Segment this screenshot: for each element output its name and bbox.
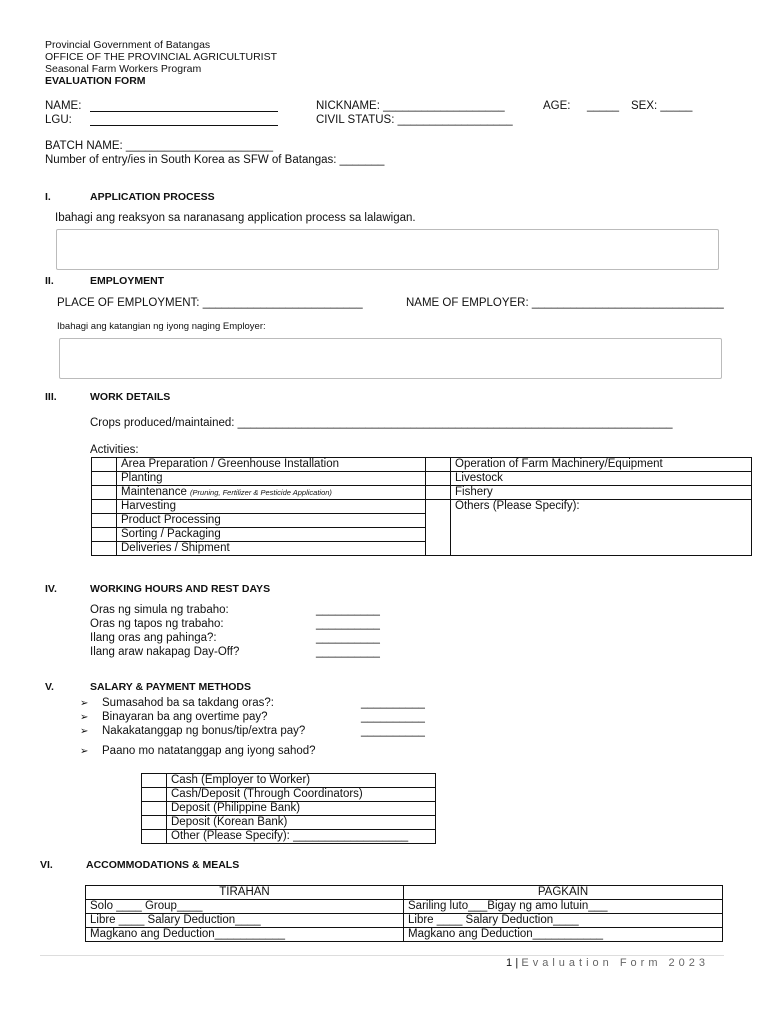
section-6-title: ACCOMMODATIONS & MEALS	[86, 859, 240, 871]
form-title: EVALUATION FORM	[45, 75, 146, 87]
payment-method-row	[142, 788, 436, 802]
accommodations-table	[85, 885, 723, 942]
section-1-prompt: Ibahagi ang reaksyon sa naranasang application process sa lalawigan.	[55, 212, 416, 224]
activity-row	[92, 458, 752, 472]
activity-label: Livestock	[451, 472, 752, 486]
accommodation-row	[86, 928, 723, 942]
program-name: Seasonal Farm Workers Program	[45, 63, 202, 75]
section-4-number: IV.	[45, 583, 57, 595]
activity-checkbox[interactable]	[92, 500, 117, 514]
activity-label-text: Harvesting	[121, 500, 176, 512]
section-4-title: WORKING HOURS AND REST DAYS	[90, 583, 271, 595]
activity-label-text: Maintenance	[121, 486, 191, 498]
footer-text: Evaluation Form 2023	[521, 957, 710, 969]
org-name: Provincial Government of Batangas	[45, 39, 211, 51]
name-label: NAME:	[45, 100, 82, 112]
activity-label: Fishery	[451, 486, 752, 500]
payment-method-checkbox[interactable]	[142, 802, 167, 816]
pagkain-header: PAGKAIN	[404, 886, 723, 900]
section-3-number: III.	[45, 391, 57, 403]
payment-methods-table	[141, 773, 436, 844]
payment-question: Paano mo natatanggap ang iyong sahod?	[102, 745, 316, 757]
activity-label-text: Sorting / Packaging	[121, 528, 221, 540]
footer-divider	[40, 955, 724, 956]
section-5-number: V.	[45, 681, 54, 693]
section-6-number: VI.	[40, 859, 53, 871]
activity-row	[92, 472, 752, 486]
payment-method-label: Cash/Deposit (Through Coordinators)	[167, 788, 436, 802]
working-hours-label: Oras ng tapos ng trabaho:	[90, 618, 224, 630]
payment-method-checkbox[interactable]	[142, 774, 167, 788]
activity-others-field[interactable]: Others (Please Specify):	[451, 500, 752, 556]
salary-question: Nakakatanggap ng bonus/tip/extra pay?	[102, 725, 306, 737]
activity-label	[117, 528, 426, 542]
section-5-title: SALARY & PAYMENT METHODS	[90, 681, 252, 693]
activity-checkbox[interactable]	[92, 542, 117, 556]
payment-method-label: Other (Please Specify): __________________	[167, 830, 436, 844]
activity-checkbox[interactable]	[92, 514, 117, 528]
salary-answer-field[interactable]: __________	[361, 725, 425, 737]
age-label: AGE:	[543, 100, 571, 112]
working-hours-field[interactable]: __________	[316, 604, 380, 616]
lgu-field[interactable]	[90, 125, 278, 126]
working-hours-label: Oras ng simula ng trabaho:	[90, 604, 229, 616]
nickname-field[interactable]: NICKNAME: ___________________	[316, 100, 505, 112]
pagkain-cell[interactable]: Magkano ang Deduction___________	[404, 928, 723, 942]
activity-label	[117, 542, 426, 556]
bullet-arrow-icon: ➢	[80, 746, 89, 757]
activity-checkbox[interactable]	[92, 528, 117, 542]
application-process-textbox[interactable]	[56, 229, 719, 270]
activity-row	[92, 486, 752, 500]
activity-row	[92, 500, 752, 514]
working-hours-field[interactable]: __________	[316, 632, 380, 644]
activities-table	[91, 457, 752, 556]
civil-status-field[interactable]: CIVIL STATUS: __________________	[316, 114, 513, 126]
tirahan-cell[interactable]: Magkano ang Deduction___________	[86, 928, 404, 942]
name-field[interactable]	[90, 111, 278, 112]
section-1-title: APPLICATION PROCESS	[90, 191, 215, 203]
employer-description-textbox[interactable]	[59, 338, 722, 379]
activity-checkbox[interactable]	[426, 472, 451, 486]
activity-checkbox[interactable]	[426, 458, 451, 472]
activities-label: Activities:	[90, 444, 139, 456]
pagkain-cell[interactable]: Sariling luto___Bigay ng amo lutuin___	[404, 900, 723, 914]
page-number: 1	[506, 957, 513, 969]
salary-answer-field[interactable]: __________	[361, 711, 425, 723]
activity-label	[117, 486, 426, 500]
activity-label	[117, 500, 426, 514]
activity-checkbox[interactable]	[426, 486, 451, 500]
activity-label: Operation of Farm Machinery/Equipment	[451, 458, 752, 472]
working-hours-field[interactable]: __________	[316, 646, 380, 658]
payment-method-row	[142, 774, 436, 788]
activity-checkbox[interactable]	[92, 472, 117, 486]
salary-answer-field[interactable]: __________	[361, 697, 425, 709]
lgu-label: LGU:	[45, 114, 72, 126]
section-2-title: EMPLOYMENT	[90, 275, 165, 287]
payment-method-checkbox[interactable]	[142, 788, 167, 802]
batch-name-field[interactable]: BATCH NAME: _______________________	[45, 140, 274, 152]
payment-method-row	[142, 802, 436, 816]
salary-question: Sumasahod ba sa takdang oras?:	[102, 697, 274, 709]
bullet-arrow-icon: ➢	[80, 698, 89, 709]
payment-method-label: Deposit (Philippine Bank)	[167, 802, 436, 816]
section-2-prompt: Ibahagi ang katangian ng iyong naging Employer:	[57, 321, 266, 332]
activity-checkbox[interactable]	[92, 486, 117, 500]
activity-label	[117, 458, 426, 472]
place-of-employment-field[interactable]: PLACE OF EMPLOYMENT: _________________________	[57, 297, 363, 309]
pagkain-cell[interactable]: Libre ____ Salary Deduction____	[404, 914, 723, 928]
payment-method-checkbox[interactable]	[142, 830, 167, 844]
activity-label-text: Product Processing	[121, 514, 221, 526]
activity-label-text: Area Preparation / Greenhouse Installation	[121, 458, 339, 470]
section-3-title: WORK DETAILS	[90, 391, 171, 403]
sex-field[interactable]: SEX: _____	[631, 100, 693, 112]
payment-method-label: Deposit (Korean Bank)	[167, 816, 436, 830]
payment-method-checkbox[interactable]	[142, 816, 167, 830]
payment-method-row	[142, 830, 436, 844]
activity-checkbox[interactable]	[426, 500, 451, 556]
activity-label-text: Deliveries / Shipment	[121, 542, 230, 554]
activity-label	[117, 472, 426, 486]
payment-method-row	[142, 816, 436, 830]
tirahan-header: TIRAHAN	[86, 886, 404, 900]
section-1-number: I.	[45, 191, 51, 203]
activity-label	[117, 514, 426, 528]
page-footer	[506, 957, 709, 969]
working-hours-field[interactable]: __________	[316, 618, 380, 630]
working-hours-label: Ilang oras ang pahinga?:	[90, 632, 217, 644]
tirahan-cell[interactable]: Solo ____ Group____	[86, 900, 404, 914]
activity-note: (Pruning, Fertilizer & Pesticide Application)	[190, 488, 332, 497]
accommodation-row	[86, 914, 723, 928]
salary-question: Binayaran ba ang overtime pay?	[102, 711, 268, 723]
entries-field[interactable]: Number of entry/ies in South Korea as SFW of Batangas: _______	[45, 154, 385, 166]
activity-label-text: Planting	[121, 472, 163, 484]
section-2-number: II.	[45, 275, 54, 287]
bullet-arrow-icon: ➢	[80, 726, 89, 737]
office-name: OFFICE OF THE PROVINCIAL AGRICULTURIST	[45, 51, 277, 63]
working-hours-label: Ilang araw nakapag Day-Off?	[90, 646, 240, 658]
accommodation-row	[86, 900, 723, 914]
footer-separator: |	[515, 957, 519, 969]
tirahan-cell[interactable]: Libre ____ Salary Deduction____	[86, 914, 404, 928]
crops-field[interactable]: Crops produced/maintained: ____________________________________________________________________	[90, 417, 673, 429]
age-field[interactable]: _____	[587, 100, 619, 112]
activity-checkbox[interactable]	[92, 458, 117, 472]
bullet-arrow-icon: ➢	[80, 712, 89, 723]
payment-method-label: Cash (Employer to Worker)	[167, 774, 436, 788]
employer-name-field[interactable]: NAME OF EMPLOYER: ______________________________	[406, 297, 724, 309]
